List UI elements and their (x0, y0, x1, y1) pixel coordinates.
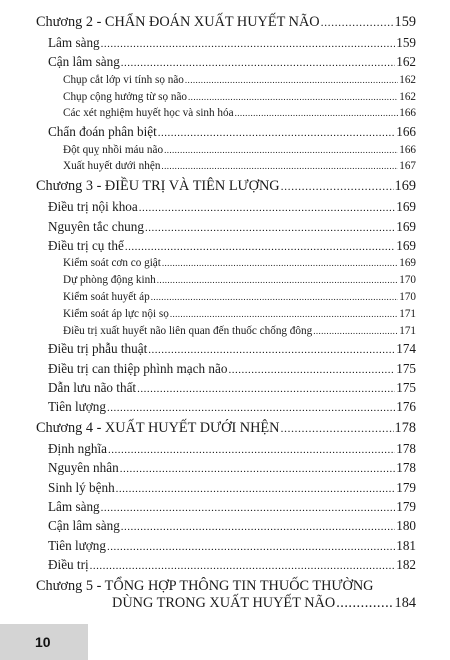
toc-section-title: Nguyên tắc chung (48, 218, 144, 234)
dot-leader (107, 397, 395, 418)
toc-subsection-page: 171 (399, 324, 416, 337)
toc-subsection (36, 255, 416, 272)
toc-section-title: Điều trị (48, 557, 89, 573)
toc-section (36, 478, 416, 497)
chapter-heading-page: 159 (394, 14, 416, 30)
chapter-heading-title: Chương 2 - CHẨN ĐOÁN XUẤT HUYẾT NÃO (36, 14, 320, 30)
chapter-5-title-line2-page: 184 (394, 594, 416, 611)
toc-section-title: Cận lâm sàng (48, 54, 120, 70)
toc-subsection-title: Đột quỵ nhồi máu não (63, 143, 164, 156)
toc-section (36, 217, 416, 236)
toc-subsection-title: Dự phòng động kinh (63, 274, 156, 287)
toc-subsection-page: 169 (399, 257, 416, 270)
page-number-tab (0, 624, 88, 660)
chapter-5-heading (36, 578, 416, 612)
dot-leader (125, 236, 395, 257)
toc-section (36, 122, 416, 141)
toc-section-page: 162 (396, 54, 416, 70)
toc-section (36, 497, 416, 516)
dot-leader (101, 33, 396, 54)
toc-subsection-page: 167 (399, 160, 416, 173)
toc-section-title: Điều trị cụ thể (48, 237, 124, 253)
dot-leader (321, 11, 394, 33)
toc-section-page: 176 (396, 399, 416, 415)
chapter-heading-title: Chương 3 - ĐIỀU TRỊ VÀ TIÊN LƯỢNG (36, 178, 280, 195)
dot-leader (228, 359, 395, 380)
toc-section (36, 458, 416, 477)
toc-section-title: Điều trị phẫu thuật (48, 341, 148, 357)
toc-section-title: Định nghĩa (48, 440, 107, 456)
chapter-heading (36, 417, 416, 439)
chapter-heading (36, 11, 416, 33)
toc-section-title: Lâm sàng (48, 35, 100, 50)
toc-section-title: Chẩn đoán phân biệt (48, 124, 157, 140)
dot-leader (121, 516, 395, 537)
toc-section-title: Cận lâm sàng (48, 518, 120, 534)
toc-section (36, 516, 416, 535)
dot-leader (281, 175, 394, 197)
toc-subsection-page: 162 (399, 90, 416, 103)
chapter-5-title-line2-title: DÙNG TRONG XUẤT HUYẾT NÃO (112, 594, 336, 611)
toc-subsection (36, 306, 416, 323)
toc-section-page: 178 (396, 440, 416, 456)
toc-subsection-page: 162 (399, 73, 416, 86)
toc-section-page: 182 (396, 557, 416, 573)
toc-subsection (36, 158, 416, 175)
page-number: 10 (35, 634, 51, 650)
chapter-heading-page: 178 (394, 419, 416, 436)
toc-section (36, 555, 416, 574)
dot-leader (188, 89, 398, 106)
toc-subsection (36, 89, 416, 106)
dot-leader (313, 323, 398, 340)
toc-section-page: 180 (396, 518, 416, 534)
toc-section (36, 236, 416, 255)
dot-leader (185, 72, 398, 89)
toc-section-page: 159 (396, 35, 416, 50)
toc-subsection (36, 289, 416, 306)
table-of-contents (36, 11, 416, 612)
toc-section-title: Sinh lý bệnh (48, 479, 115, 495)
toc-section-title: Lâm sàng (48, 499, 100, 515)
dot-leader (101, 497, 396, 518)
toc-subsection-title: Kiểm soát cơn co giật (63, 257, 161, 270)
toc-section (36, 536, 416, 555)
dot-leader (151, 289, 399, 306)
toc-section-page: 179 (396, 479, 416, 495)
dot-leader (121, 52, 395, 73)
toc-section-page: 178 (396, 460, 416, 476)
toc-section-page: 179 (396, 499, 416, 515)
dot-leader (145, 217, 395, 238)
toc-section-page: 166 (396, 124, 416, 140)
dot-leader (107, 536, 395, 557)
toc-section (36, 339, 416, 358)
dot-leader (281, 417, 394, 439)
dot-leader (120, 458, 396, 479)
toc-section (36, 52, 416, 71)
toc-subsection (36, 105, 416, 122)
toc-subsection-page: 170 (399, 274, 416, 287)
dot-leader (139, 197, 395, 218)
toc-subsection-title: Chụp cộng hưởng từ sọ não (63, 90, 188, 103)
toc-section-title: Nguyên nhân (48, 460, 119, 476)
toc-subsection (36, 142, 416, 159)
toc-subsection-page: 171 (399, 307, 416, 320)
dot-leader (148, 339, 395, 360)
dot-leader (170, 306, 398, 323)
toc-section-page: 175 (396, 360, 416, 376)
dot-leader (137, 378, 395, 399)
toc-section-page: 181 (396, 537, 416, 553)
dot-leader (108, 439, 395, 460)
dot-leader (162, 255, 398, 272)
toc-section-title: Tiên lượng (48, 399, 106, 415)
dot-leader (157, 272, 398, 289)
chapter-heading (36, 175, 416, 197)
toc-section (36, 378, 416, 397)
toc-subsection-title: Chụp cắt lớp vi tính sọ não (63, 73, 184, 86)
toc-section (36, 359, 416, 378)
toc-section (36, 397, 416, 416)
dot-leader (90, 555, 396, 576)
toc-subsection-title: Xuất huyết dưới nhện (63, 160, 161, 173)
dot-leader (336, 595, 393, 612)
dot-leader (161, 158, 398, 175)
dot-leader (235, 105, 399, 122)
chapter-5-title-line1: Chương 5 - TỔNG HỢP THÔNG TIN THUỐC THƯỜNG (36, 577, 374, 594)
toc-subsection-title: Kiểm soát huyết áp (63, 290, 150, 303)
toc-subsection-title: Điều trị xuất huyết não liên quan đến thuốc chống đông (63, 324, 313, 337)
dot-leader (116, 478, 396, 499)
toc-subsection-page: 166 (399, 107, 416, 120)
toc-section-page: 169 (396, 199, 416, 215)
toc-section-page: 169 (396, 218, 416, 234)
toc-subsection-title: Kiểm soát áp lực nội sọ (63, 307, 169, 320)
toc-subsection (36, 72, 416, 89)
toc-subsection-page: 166 (399, 143, 416, 156)
chapter-5-title-line2 (36, 595, 416, 612)
toc-section-page: 174 (396, 341, 416, 357)
toc-section-title: Điều trị can thiệp phình mạch não (48, 360, 228, 376)
toc-section (36, 439, 416, 458)
toc-section-title: Tiên lượng (48, 537, 106, 553)
toc-section (36, 33, 416, 52)
chapter-heading-page: 169 (394, 178, 416, 195)
toc-subsection-title: Các xét nghiệm huyết học và sinh hóa (63, 107, 234, 120)
toc-section-page: 169 (396, 237, 416, 253)
toc-subsection (36, 323, 416, 340)
toc-subsection-page: 170 (399, 290, 416, 303)
dot-leader (158, 122, 395, 143)
chapter-heading-title: Chương 4 - XUẤT HUYẾT DƯỚI NHỆN (36, 419, 280, 436)
toc-section-title: Điều trị nội khoa (48, 199, 138, 215)
dot-leader (164, 142, 398, 159)
toc-subsection (36, 272, 416, 289)
toc-section-page: 175 (396, 380, 416, 396)
toc-section (36, 197, 416, 216)
toc-section-title: Dẫn lưu não thất (48, 380, 137, 396)
